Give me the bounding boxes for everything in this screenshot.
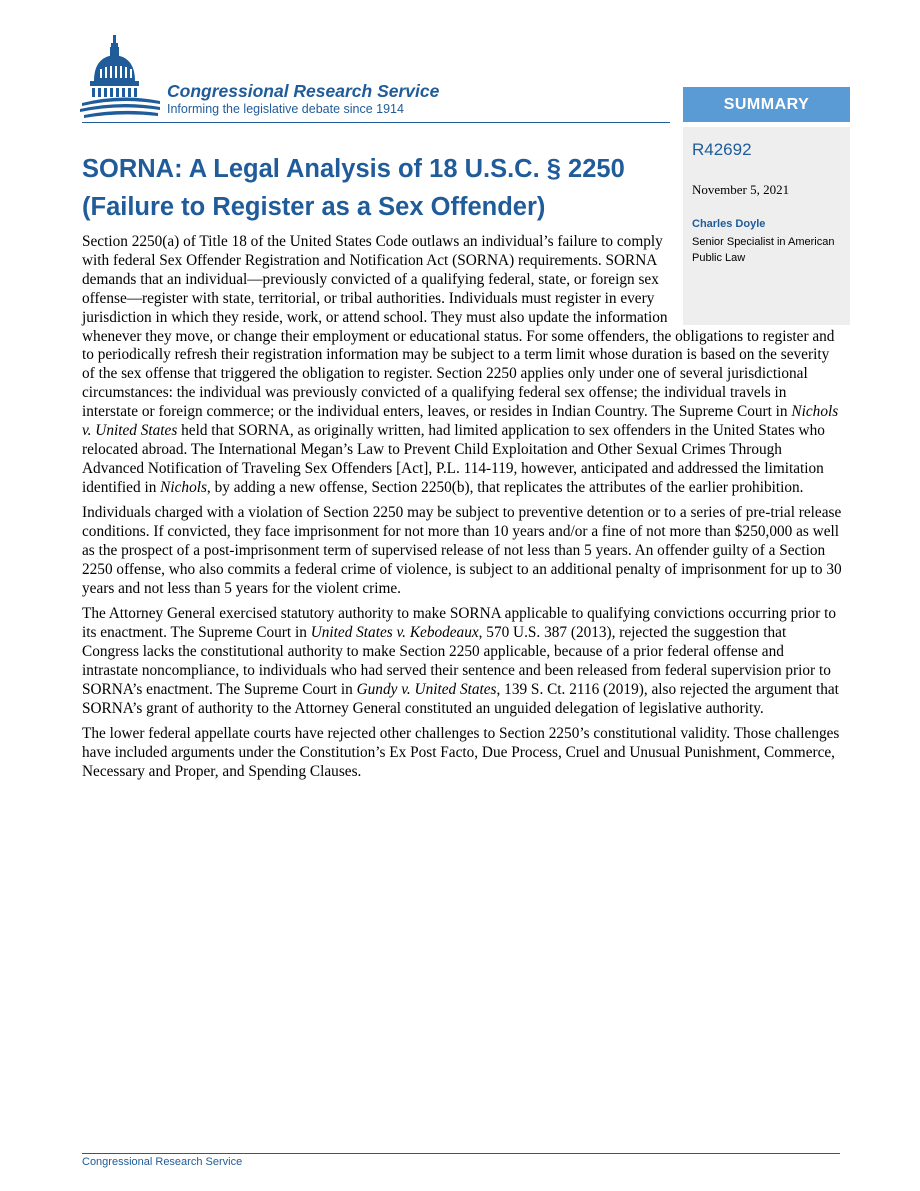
title-line-2: (Failure to Register as a Sex Offender) (82, 193, 546, 221)
paragraph-3-text-c: , 139 S. Ct. 2116 (2019), also rejected the argument that SORNA’s grant of authority to the Attorney General constituted an unguided delegation of legislative authority. (82, 680, 839, 717)
sidebar-spacer (670, 233, 842, 325)
capitol-dome-icon (80, 33, 162, 121)
summary-body (82, 233, 842, 788)
report-number: R42692 (692, 140, 752, 159)
summary-tab: SUMMARY (683, 87, 850, 122)
paragraph-2: Individuals charged with a violation of Section 2250 may be subject to preventive detention or to a series of pre-trial release conditions. If convicted, they face imprisonment for not more than 10 years and/or a fine of not more than $250,000 as well as the prospect of a post-imprisonment term of supervised release of not less than 5 years. An offender guilty of a Section 2250 offense, who also commits a federal crime of violence, is subject to an additional penalty of imprisonment for up to 30 years and not less than 5 years for the violent crime. (82, 504, 842, 597)
case-nichols-short: Nichols (160, 478, 207, 496)
paragraph-3-text-a: The Attorney General exercised statutory authority to make SORNA applicable to qualifying convictions occurring prior to its enactment. The Supreme Court in (82, 605, 837, 642)
title-line-1: SORNA: A Legal Analysis of 18 U.S.C. § 2250 (82, 155, 625, 183)
page-title (82, 150, 672, 226)
case-kebodeaux: United States v. Kebodeaux (310, 624, 479, 642)
paragraph-1-text-b: held that SORNA, as originally written, had limited application to sex offenders in the United States who relocated abroad. The International Megan’s Law to Prevent Child Exploitation and Other Sexual Crimes Through Advanced Notification of Traveling Sex Offenders [Act], P.L. 114-119, however, anticipated and addressed the limitation identified in (82, 422, 825, 496)
org-tagline: Informing the legislative debate since 1914 (167, 102, 404, 116)
case-gundy: Gundy v. United States (356, 680, 497, 698)
footer-divider (82, 1153, 840, 1154)
paragraph-4: The lower federal appellate courts have rejected other challenges to Section 2250’s constitutional validity. Those challenges have included arguments under the Constitution’s Ex Post Facto, Due Process, Cruel and Unusual Punishment, Commerce, Necessary and Proper, and Spending Clauses. (82, 725, 840, 780)
case-nichols-full: Nichols v. United States (82, 403, 839, 440)
author-name: Charles Doyle (692, 218, 766, 230)
header-divider (82, 122, 670, 123)
report-date: November 5, 2021 (692, 182, 790, 197)
paragraph-3 (82, 605, 842, 718)
paragraph-1-text-a: Section 2250(a) of Title 18 of the United States Code outlaws an individual’s failure to comply with federal Sex Offender Registration and Notification Act (SORNA) requirements. SORNA demands that an individual—previously convicted of a qualifying federal, state, or foreign sex offense—register with state, territorial, or tribal authorities. Individuals must register in every jurisdiction in which they reside, work, or attend school. They must also update the information whenever they move, or change their employment or educational status. For some offenders, the obligations to register and to periodically refresh their registration information may be subject to a term limit whose duration is based on the severity of the sex offense that triggered the obligation to register. Section 2250 applies only under one of several jurisdictional circumstances: the individual was previously convicted of a qualifying federal sex offense; the individual travels in interstate or foreign commerce; or the individual enters, leaves, or resides in Indian Country. The Supreme Court in (82, 233, 835, 421)
org-name: Congressional Research Service (167, 81, 440, 101)
paragraph-1-text-c: , by adding a new offense, Section 2250(b), that replicates the attributes of the earlier prohibition. (206, 478, 804, 496)
crs-logo (80, 33, 480, 123)
footer-text: Congressional Research Service (82, 1156, 243, 1168)
author-title: Senior Specialist in American Public Law (692, 236, 835, 264)
paragraph-3-text-b: , 570 U.S. 387 (2013), rejected the suggestion that Congress lacks the constitutional authority to make Section 2250 applicable, because of a prior federal offense and intrastate noncompliance, to individuals who had served their sentence and been released from federal supervision prior to SORNA’s enactment. The Supreme Court in (82, 624, 831, 698)
